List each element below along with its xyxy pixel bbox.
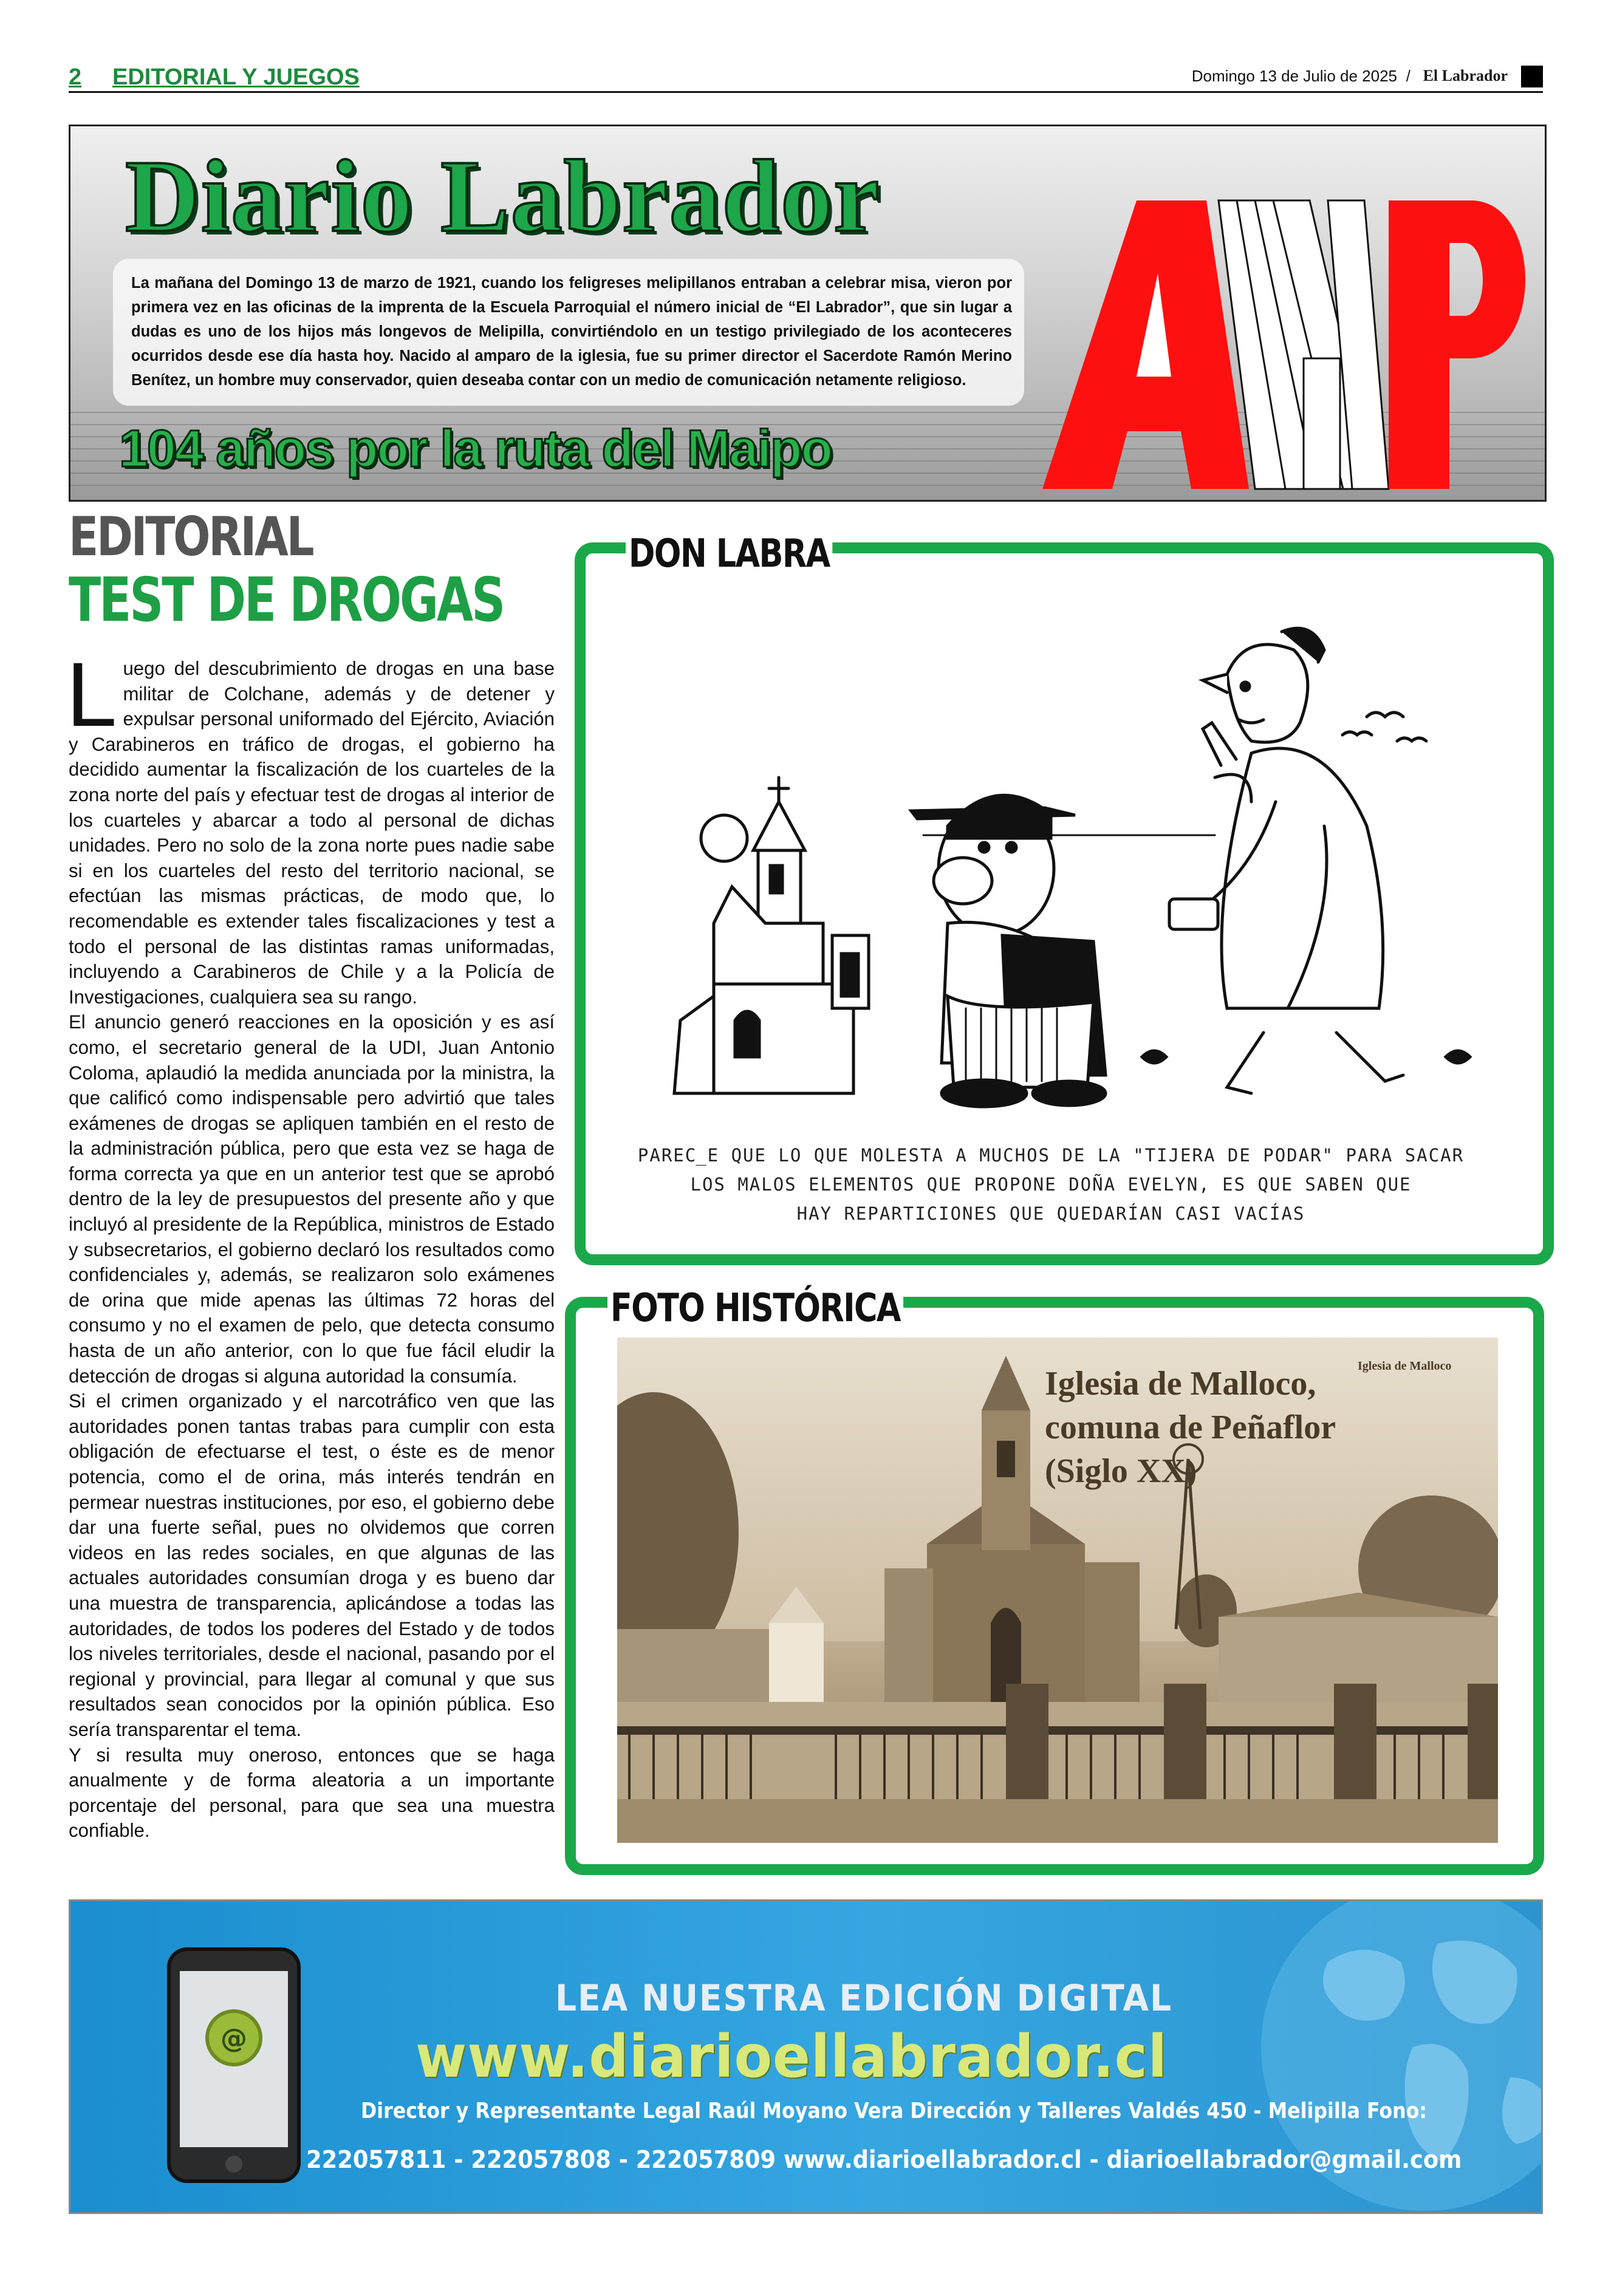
header-brand: El Labrador xyxy=(1423,67,1508,84)
digital-edition-ad[interactable] xyxy=(69,1899,1543,2214)
masthead-subtitle: 104 años por la ruta del Maipo xyxy=(119,420,832,478)
cartoon-caption-line: HAY REPARTICIONES QUE QUEDARÍAN CASI VACÍAS xyxy=(796,1203,1305,1224)
cartoon-caption xyxy=(601,1141,1500,1228)
cartoon-caption-line: LOS MALOS ELEMENTOS QUE PROPONE DOÑA EVELYN, ES QUE SABEN QUE xyxy=(690,1174,1412,1195)
section-name[interactable]: EDITORIAL Y JUEGOS xyxy=(112,64,360,90)
page-header xyxy=(69,61,1543,93)
historic-photo-label: FOTO HISTÓRICA xyxy=(607,1289,903,1328)
cartoon-illustration xyxy=(607,595,1519,1118)
photo-caption xyxy=(1045,1362,1336,1493)
masthead-title: Diario Labrador xyxy=(125,139,881,253)
ad-headline: LEA NUESTRA EDICIÓN DIGITAL xyxy=(555,1977,1173,2020)
editorial-paragraph xyxy=(66,643,555,1010)
drop-cap: L xyxy=(66,643,117,745)
photo-caption-line: comuna de Peñaflor xyxy=(1045,1409,1336,1446)
editorial-paragraph-text: uego del descubrimiento de drogas en una base militar de Colchane, además y de detener y expulsar personal uniformado del Ejército, Aviación y Carabineros en tráfico de drogas, el gobierno ha decidido aumentar la fiscalización de los cuarteles de la zona norte del país y efectuar test de drogas al interior de los cuarteles y abarcar a todo al personal de dichas unidades. Pero no solo de la zona norte pues nadie sabe si en los cuarteles del resto del territorio nacional, se efectúan las mismas prácticas, de modo que, lo recomendable es extender tales fiscalizaciones y test a todo el personal de las distintas ramas uniformadas, incluyendo a Carabineros de Chile y a la Policía de Investigaciones, cualquiera sea su rango. xyxy=(69,658,555,1008)
header-square-icon xyxy=(1521,66,1543,87)
editorial-title: TEST DE DROGAS xyxy=(69,564,504,635)
anp-logo xyxy=(1036,176,1547,492)
editorial-paragraph: Y si resulta muy oneroso, entonces que se haga anualmente y de forma aleatoria a un importante porcentaje del personal, para que sea una muestra confiable. xyxy=(69,1744,555,1842)
ad-url-link[interactable]: www.diarioellabrador.cl xyxy=(415,2023,1168,2091)
photo-corner-tag: Iglesia de Malloco xyxy=(1358,1359,1452,1373)
editorial-paragraph: El anuncio generó reacciones en la oposición y es así como, el secretario general de la UDI, Juan Antonio Coloma, aplaudió la medida anunciada por la ministra, la que calificó como indispensable pero advirtió que tales exámenes de drogas se apliquen también en el resto de la administración pública, pero que esta vez se haga de forma correcta ya que en un anterior test que se aprobó dentro de la ley de presupuestos del presente año y que incluyó al presidente de la República, ministros de Estado y subsecretarios, el gobierno declaró los resultados como confidenciales y, además, se realizaron solo exámenes de orina que mide apenas las últimas 72 horas del consumo y no el examen de pelo, que detecta consumo hasta de un año anterior, con lo que fue fácil eludir la detección de drogas si alguna autoridad la consumía. xyxy=(69,1011,555,1387)
cartoon-caption-line: PAREC̲E QUE LO QUE MOLESTA A MUCHOS DE LA "TIJERA DE PODAR" PARA SACAR xyxy=(637,1145,1465,1166)
issue-date: Domingo 13 de Julio de 2025 xyxy=(1191,67,1397,85)
editorial-body xyxy=(66,643,555,1843)
photo-caption-line: (Siglo XX) xyxy=(1045,1452,1197,1490)
history-text: La mañana del Domingo 13 de marzo de 1921, cuando los feligreses melipillanos entraban a celebrar misa, vieron por primera vez en las oficinas de la imprenta de la Escuela Parroquial el número inicial de “El Labrador”, que sin lugar a dudas es uno de los hijos más longevos de Melipilla, convirtiéndolo en un testigo privilegiado de los aconteceres ocurridos desde ese día hasta hoy. Nacido al amparo de la iglesia, fue su primer director el Sacerdote Ramón Merino Benítez, un hombre muy conservador, quien deseaba contar con un medio de comunicación netamente religioso. xyxy=(131,275,1012,389)
ad-contact-line[interactable]: 222057811 - 222057808 - 222057809 www.diarioellabrador.cl - diarioellabrador@gmail.com xyxy=(306,2146,1462,2174)
editorial-paragraph: Si el crimen organizado y el narcotráfico ven que las autoridades ponen tantas trabas para cumplir con esta obligación de efectuarse el test, o éste es de menor potencia, como el de orina, más interés tendrán en permear nuestras instituciones, por eso, el gobierno debe dar una fuerte señal, pues no olvidemos que corren videos en las redes sociales, en que algunas de las actuales autoridades consumían droga y es bueno dar una muestra de transparencia, aplicándose a todas las autoridades, de todos los poderes del Estado y de todos los niveles territoriales, desde el nacional, pasando por el regional y provincial, para llegar al comunal y que sus resultados sean conocidos por la opinión pública. Eso sería transparentar el tema. xyxy=(69,1390,555,1740)
cartoon-label: DON LABRA xyxy=(626,535,833,573)
tablet-icon xyxy=(166,1947,301,2184)
photo-caption-line: Iglesia de Malloco, xyxy=(1045,1365,1316,1403)
page-number: 2 xyxy=(69,64,82,90)
editorial-kicker: EDITORIAL xyxy=(69,505,313,568)
header-separator: / xyxy=(1406,67,1411,85)
masthead-banner xyxy=(69,125,1547,502)
at-symbol: @ xyxy=(221,2023,247,2054)
ad-director-line: Director y Representante Legal Raúl Moyano Vera Dirección y Talleres Valdés 450 - Melipilla Fono: xyxy=(361,2099,1428,2123)
